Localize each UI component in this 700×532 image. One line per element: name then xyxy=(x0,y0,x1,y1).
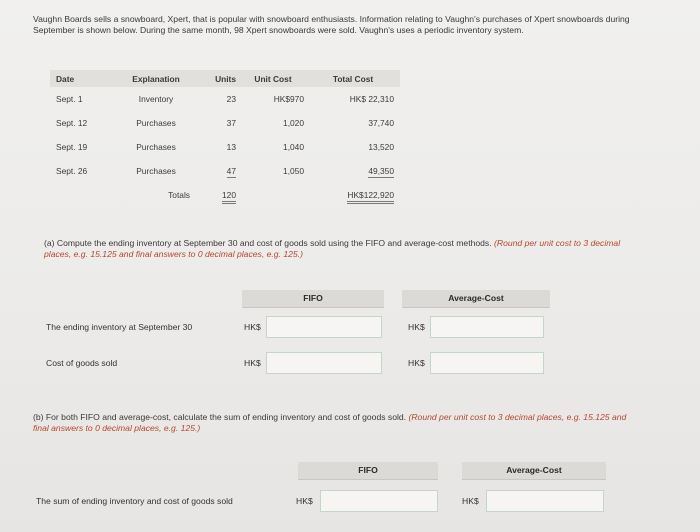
row-units: 13 xyxy=(226,142,236,152)
row-explanation: Purchases xyxy=(136,166,176,176)
table-row xyxy=(50,111,400,135)
part-b-question xyxy=(33,412,633,435)
row-explanation: Purchases xyxy=(136,118,176,128)
row-date: Sept. 26 xyxy=(56,166,88,176)
header-unit-cost: Unit Cost xyxy=(242,70,312,87)
avg-sum-input[interactable] xyxy=(486,490,604,512)
table-row xyxy=(50,135,400,159)
ending-inventory-label: The ending inventory at September 30 xyxy=(46,322,193,332)
row-unit-cost: 1,020 xyxy=(283,118,304,128)
fifo-ending-inventory-input[interactable] xyxy=(266,316,382,338)
header-units: Units xyxy=(198,70,242,87)
currency-label: HK$ xyxy=(244,322,261,332)
fifo-cogs-input[interactable] xyxy=(266,352,382,374)
row-units: 47 xyxy=(226,166,236,176)
row-unit-cost: 1,050 xyxy=(283,166,304,176)
sum-label: The sum of ending inventory and cost of goods sold xyxy=(36,496,233,506)
avg-cogs-input[interactable] xyxy=(430,352,544,374)
row-total-cost: 13,520 xyxy=(368,142,394,152)
row-date: Sept. 1 xyxy=(56,94,83,104)
row-total-cost: HK$ 22,310 xyxy=(349,94,394,104)
problem-intro: Vaughn Boards sells a snowboard, Xpert, that is popular with snowboard enthusiasts. Information relating to Vaughn's purchases of Xpert snowboards during September is shown below. During the same month, 98 Xpert snowboards were sold. Vaughn's uses a periodic inventory system. xyxy=(33,14,630,36)
currency-label: HK$ xyxy=(296,496,313,506)
table-header-row xyxy=(50,70,400,87)
row-date: Sept. 19 xyxy=(56,142,88,152)
row-total-cost: 49,350 xyxy=(368,166,394,176)
part-a-question xyxy=(44,238,644,261)
row-units: 23 xyxy=(226,94,236,104)
part-a-text: (a) Compute the ending inventory at September 30 and cost of goods sold using the FIFO and average-cost methods. xyxy=(44,238,492,248)
part-b-text: (b) For both FIFO and average-cost, calculate the sum of ending inventory and cost of goods sold. xyxy=(33,412,407,422)
part-a-fifo-header: FIFO xyxy=(242,290,384,308)
totals-units: 120 xyxy=(222,190,236,204)
row-date: Sept. 12 xyxy=(56,118,88,128)
row-explanation: Purchases xyxy=(136,142,176,152)
part-b-instruction: (Round per unit cost to 3 decimal places, e.g. 15.125 and final answers to 0 decimal places, e.g. 125.) xyxy=(33,412,627,434)
currency-label: HK$ xyxy=(244,358,261,368)
header-explanation: Explanation xyxy=(114,70,198,87)
row-units: 37 xyxy=(226,118,236,128)
totals-total-cost: HK$122,920 xyxy=(347,190,394,204)
part-a-instruction: (Round per unit cost to 3 decimal places, e.g. 15.125 and final answers to 0 decimal places, e.g. 125.) xyxy=(44,238,621,260)
header-date: Date xyxy=(50,70,114,87)
currency-label: HK$ xyxy=(408,358,425,368)
cogs-label: Cost of goods sold xyxy=(46,358,118,368)
totals-row xyxy=(50,183,400,207)
table-row xyxy=(50,87,400,111)
row-unit-cost: HK$970 xyxy=(273,94,304,104)
row-total-cost: 37,740 xyxy=(368,118,394,128)
header-total-cost: Total Cost xyxy=(312,70,400,87)
row-unit-cost: 1,040 xyxy=(283,142,304,152)
purchases-table xyxy=(50,70,400,207)
totals-label: Totals xyxy=(168,190,190,200)
part-b-average-cost-header: Average-Cost xyxy=(462,462,606,480)
avg-ending-inventory-input[interactable] xyxy=(430,316,544,338)
table-row xyxy=(50,159,400,183)
fifo-sum-input[interactable] xyxy=(320,490,438,512)
part-a-average-cost-header: Average-Cost xyxy=(402,290,550,308)
currency-label: HK$ xyxy=(408,322,425,332)
currency-label: HK$ xyxy=(462,496,479,506)
row-explanation: Inventory xyxy=(138,94,174,104)
part-b-fifo-header: FIFO xyxy=(298,462,438,480)
